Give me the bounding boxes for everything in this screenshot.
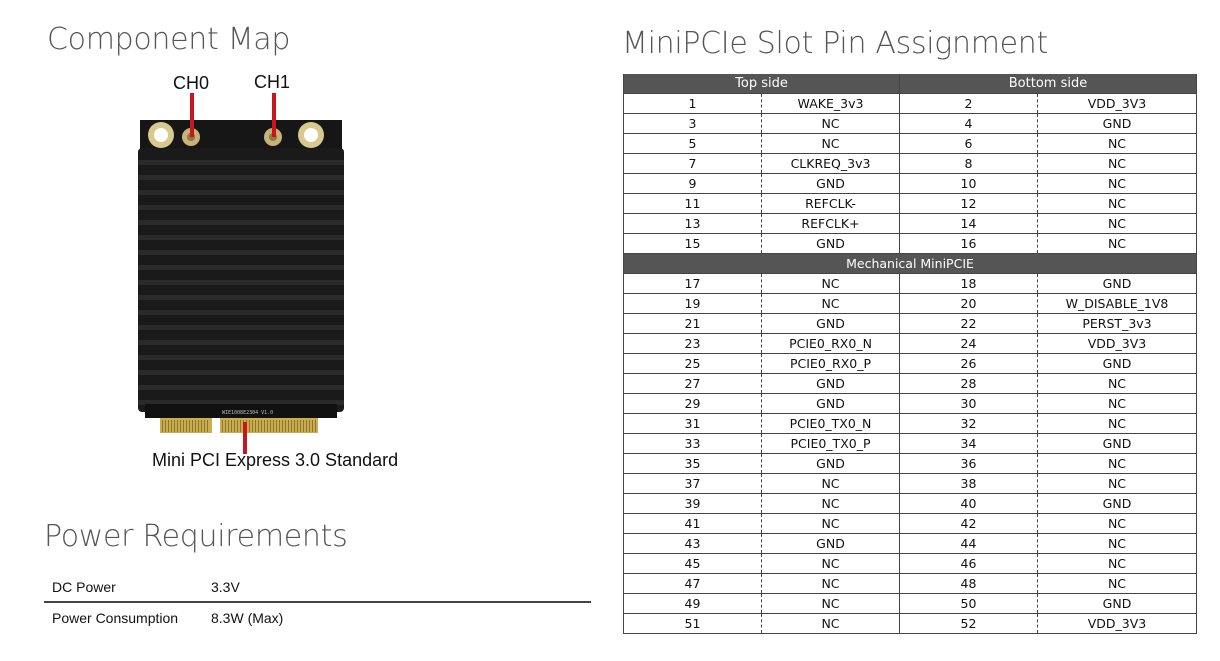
pin-number: 10 bbox=[900, 174, 1038, 194]
gold-finger-contact bbox=[282, 420, 283, 432]
pin-number: 16 bbox=[900, 234, 1038, 254]
gold-finger-contact bbox=[288, 420, 289, 432]
gold-finger-contact bbox=[285, 420, 286, 432]
pin-number: 14 bbox=[900, 214, 1038, 234]
pin-number: 36 bbox=[900, 454, 1038, 474]
gold-finger-contact bbox=[291, 420, 292, 432]
signal-name: NC bbox=[1038, 414, 1197, 434]
table-row bbox=[624, 534, 1197, 554]
pin-number: 37 bbox=[624, 474, 762, 494]
table-row bbox=[624, 334, 1197, 354]
pin-number: 1 bbox=[624, 94, 762, 114]
signal-name: GND bbox=[762, 534, 900, 554]
signal-name: NC bbox=[1038, 574, 1197, 594]
signal-name: PCIE0_RX0_P bbox=[762, 354, 900, 374]
table-row bbox=[624, 234, 1197, 254]
gold-finger-contact bbox=[267, 420, 268, 432]
pin-number: 34 bbox=[900, 434, 1038, 454]
signal-name: NC bbox=[762, 134, 900, 154]
pin-number: 24 bbox=[900, 334, 1038, 354]
signal-name: GND bbox=[1038, 274, 1197, 294]
signal-name: CLKREQ_3v3 bbox=[762, 154, 900, 174]
table-row bbox=[624, 454, 1197, 474]
signal-name: NC bbox=[762, 494, 900, 514]
signal-name: GND bbox=[1038, 594, 1197, 614]
signal-name: NC bbox=[1038, 234, 1197, 254]
signal-name: NC bbox=[762, 274, 900, 294]
gold-finger-contact bbox=[309, 420, 310, 432]
pin-number: 40 bbox=[900, 494, 1038, 514]
pin-number: 38 bbox=[900, 474, 1038, 494]
bottom-side-header: Bottom side bbox=[900, 74, 1197, 94]
gold-finger-contact bbox=[300, 420, 301, 432]
gold-finger-contact bbox=[273, 420, 274, 432]
gold-finger-contact bbox=[279, 420, 280, 432]
heatsink-fin bbox=[138, 340, 344, 345]
signal-name: GND bbox=[762, 234, 900, 254]
pin-number: 50 bbox=[900, 594, 1038, 614]
power-consumption-value: 8.3W (Max) bbox=[211, 610, 284, 626]
heatsink-fin bbox=[138, 355, 344, 360]
signal-name: NC bbox=[762, 554, 900, 574]
pin-number: 48 bbox=[900, 574, 1038, 594]
signal-name: NC bbox=[1038, 134, 1197, 154]
gold-finger-contact bbox=[240, 420, 241, 432]
table-row bbox=[624, 314, 1197, 334]
gold-finger-contact bbox=[207, 420, 208, 432]
pin-number: 8 bbox=[900, 154, 1038, 174]
pin-number: 47 bbox=[624, 574, 762, 594]
top-side-header: Top side bbox=[624, 74, 900, 94]
dc-power-label: DC Power bbox=[52, 579, 116, 595]
signal-name: NC bbox=[1038, 394, 1197, 414]
ch0-pointer bbox=[190, 93, 194, 137]
signal-name: PCIE0_TX0_P bbox=[762, 434, 900, 454]
pin-number: 23 bbox=[624, 334, 762, 354]
table-row bbox=[624, 414, 1197, 434]
pin-number: 25 bbox=[624, 354, 762, 374]
gold-finger-contact bbox=[306, 420, 307, 432]
gold-finger-contact bbox=[315, 420, 316, 432]
signal-name: NC bbox=[1038, 534, 1197, 554]
pin-assignment-table bbox=[623, 74, 1197, 634]
pin-number: 29 bbox=[624, 394, 762, 414]
gold-finger-contact bbox=[171, 420, 172, 432]
table-row bbox=[624, 554, 1197, 574]
signal-name: NC bbox=[1038, 514, 1197, 534]
power-consumption-label: Power Consumption bbox=[52, 610, 179, 626]
signal-name: GND bbox=[762, 454, 900, 474]
signal-name: VDD_3V3 bbox=[1038, 334, 1197, 354]
table-row bbox=[624, 214, 1197, 234]
dc-power-value: 3.3V bbox=[211, 579, 240, 595]
pin-number: 12 bbox=[900, 194, 1038, 214]
gold-finger-contact bbox=[294, 420, 295, 432]
pin-number: 22 bbox=[900, 314, 1038, 334]
signal-name: NC bbox=[1038, 214, 1197, 234]
signal-name: WAKE_3v3 bbox=[762, 94, 900, 114]
heatsink-fin bbox=[138, 370, 344, 375]
signal-name: GND bbox=[1038, 354, 1197, 374]
table-row bbox=[624, 394, 1197, 414]
gold-finger-contact bbox=[264, 420, 265, 432]
pin-number: 19 bbox=[624, 294, 762, 314]
signal-name: NC bbox=[1038, 374, 1197, 394]
pin-number: 2 bbox=[900, 94, 1038, 114]
gold-finger-contact bbox=[180, 420, 181, 432]
pin-number: 9 bbox=[624, 174, 762, 194]
signal-name: W_DISABLE_1V8 bbox=[1038, 294, 1197, 314]
gold-finger-contact bbox=[249, 420, 250, 432]
table-row bbox=[624, 294, 1197, 314]
signal-name: NC bbox=[762, 614, 900, 634]
gold-finger-contact bbox=[252, 420, 253, 432]
table-row bbox=[624, 614, 1197, 634]
heatsink-fin bbox=[138, 280, 344, 285]
pin-number: 43 bbox=[624, 534, 762, 554]
pin-number: 21 bbox=[624, 314, 762, 334]
heatsink-fin bbox=[138, 235, 344, 240]
gold-finger-contact bbox=[162, 420, 163, 432]
heatsink-fin bbox=[138, 325, 344, 330]
pin-number: 46 bbox=[900, 554, 1038, 574]
gold-finger-contact bbox=[225, 420, 226, 432]
heatsink-fin bbox=[138, 310, 344, 315]
gold-finger-contact bbox=[231, 420, 232, 432]
gold-finger-contact bbox=[174, 420, 175, 432]
table-row bbox=[624, 154, 1197, 174]
pin-number: 52 bbox=[900, 614, 1038, 634]
pcb-marking: WIE1008E2304 V1.0 bbox=[222, 410, 274, 416]
power-divider bbox=[44, 601, 591, 603]
heatsink-fin bbox=[138, 190, 344, 195]
signal-name: NC bbox=[1038, 154, 1197, 174]
table-row bbox=[624, 494, 1197, 514]
heatsink-fin bbox=[138, 160, 344, 165]
pin-assignment-title: MiniPCIe Slot Pin Assignment bbox=[622, 26, 1048, 61]
gold-finger-contact bbox=[303, 420, 304, 432]
pin-number: 7 bbox=[624, 154, 762, 174]
gold-finger-contact bbox=[186, 420, 187, 432]
signal-name: NC bbox=[1038, 474, 1197, 494]
pin-number: 6 bbox=[900, 134, 1038, 154]
gold-finger-contact bbox=[276, 420, 277, 432]
ch1-label: CH1 bbox=[254, 72, 291, 92]
signal-name: REFCLK+ bbox=[762, 214, 900, 234]
gold-finger-contact bbox=[198, 420, 199, 432]
heatsink-fin bbox=[138, 295, 344, 300]
mechanical-section-label: Mechanical MiniPCIE bbox=[624, 254, 1197, 274]
heatsink-fin bbox=[138, 250, 344, 255]
gold-finger-contact bbox=[234, 420, 235, 432]
signal-name: PERST_3v3 bbox=[1038, 314, 1197, 334]
pin-number: 49 bbox=[624, 594, 762, 614]
signal-name: GND bbox=[762, 174, 900, 194]
table-row bbox=[624, 594, 1197, 614]
signal-name: NC bbox=[762, 574, 900, 594]
table-row bbox=[624, 474, 1197, 494]
heatsink-fin bbox=[138, 220, 344, 225]
gold-finger-contact bbox=[195, 420, 196, 432]
table-header-row bbox=[624, 74, 1197, 94]
table-row bbox=[624, 374, 1197, 394]
signal-name: NC bbox=[1038, 454, 1197, 474]
signal-name: GND bbox=[762, 374, 900, 394]
power-requirements-title: Power Requirements bbox=[44, 519, 348, 554]
gold-finger-contact bbox=[165, 420, 166, 432]
pin-number: 15 bbox=[624, 234, 762, 254]
pin-number: 28 bbox=[900, 374, 1038, 394]
pin-number: 18 bbox=[900, 274, 1038, 294]
pin-number: 41 bbox=[624, 514, 762, 534]
pin-number: 35 bbox=[624, 454, 762, 474]
table-row bbox=[624, 134, 1197, 154]
signal-name: PCIE0_RX0_N bbox=[762, 334, 900, 354]
signal-name: GND bbox=[762, 314, 900, 334]
table-row bbox=[624, 194, 1197, 214]
pin-number: 44 bbox=[900, 534, 1038, 554]
pin-number: 5 bbox=[624, 134, 762, 154]
gold-finger-contact bbox=[177, 420, 178, 432]
table-row bbox=[624, 114, 1197, 134]
gold-finger-contact bbox=[183, 420, 184, 432]
pin-number: 26 bbox=[900, 354, 1038, 374]
gold-finger-contact bbox=[258, 420, 259, 432]
signal-name: NC bbox=[1038, 174, 1197, 194]
table-row bbox=[624, 94, 1197, 114]
signal-name: NC bbox=[762, 294, 900, 314]
table-row bbox=[624, 174, 1197, 194]
pin-number: 39 bbox=[624, 494, 762, 514]
pin-number: 20 bbox=[900, 294, 1038, 314]
pin-number: 31 bbox=[624, 414, 762, 434]
pin-number: 42 bbox=[900, 514, 1038, 534]
signal-name: REFCLK- bbox=[762, 194, 900, 214]
signal-name: PCIE0_TX0_N bbox=[762, 414, 900, 434]
pin-number: 11 bbox=[624, 194, 762, 214]
heatsink-fin bbox=[138, 175, 344, 180]
gold-finger-contact bbox=[297, 420, 298, 432]
gold-finger-contact bbox=[201, 420, 202, 432]
gold-finger-contact bbox=[261, 420, 262, 432]
pin-number: 45 bbox=[624, 554, 762, 574]
pin-number: 27 bbox=[624, 374, 762, 394]
signal-name: GND bbox=[1038, 494, 1197, 514]
signal-name: NC bbox=[762, 594, 900, 614]
standard-label: Mini PCI Express 3.0 Standard bbox=[152, 450, 399, 470]
table-row bbox=[624, 574, 1197, 594]
pin-number: 13 bbox=[624, 214, 762, 234]
table-row bbox=[624, 274, 1197, 294]
component-map-title: Component Map bbox=[47, 22, 291, 57]
signal-name: NC bbox=[762, 114, 900, 134]
signal-name: VDD_3V3 bbox=[1038, 614, 1197, 634]
signal-name: GND bbox=[762, 394, 900, 414]
section-row bbox=[624, 254, 1197, 274]
signal-name: NC bbox=[1038, 194, 1197, 214]
gold-finger-contact bbox=[192, 420, 193, 432]
minipcie-module-image bbox=[0, 0, 600, 480]
pin-number: 30 bbox=[900, 394, 1038, 414]
table-row bbox=[624, 434, 1197, 454]
signal-name: VDD_3V3 bbox=[1038, 94, 1197, 114]
gold-finger-contact bbox=[237, 420, 238, 432]
pin-number: 51 bbox=[624, 614, 762, 634]
heatsink-fin bbox=[138, 265, 344, 270]
gold-finger-contact bbox=[228, 420, 229, 432]
pin-number: 33 bbox=[624, 434, 762, 454]
gold-finger-contact bbox=[189, 420, 190, 432]
gold-finger-contact bbox=[255, 420, 256, 432]
pin-number: 3 bbox=[624, 114, 762, 134]
signal-name: GND bbox=[1038, 114, 1197, 134]
gold-finger-contact bbox=[312, 420, 313, 432]
ch1-pointer bbox=[272, 93, 276, 137]
heatsink-fin bbox=[138, 385, 344, 390]
signal-name: NC bbox=[762, 514, 900, 534]
table-row bbox=[624, 354, 1197, 374]
gold-finger-contact bbox=[270, 420, 271, 432]
ch0-label: CH0 bbox=[173, 73, 210, 93]
signal-name: NC bbox=[762, 474, 900, 494]
gold-finger-contact bbox=[204, 420, 205, 432]
pin-number: 32 bbox=[900, 414, 1038, 434]
gold-finger-contact bbox=[168, 420, 169, 432]
signal-name: NC bbox=[1038, 554, 1197, 574]
gold-finger-contact bbox=[222, 420, 223, 432]
pin-number: 4 bbox=[900, 114, 1038, 134]
pin-number: 17 bbox=[624, 274, 762, 294]
heatsink-fin bbox=[138, 205, 344, 210]
table-row bbox=[624, 514, 1197, 534]
signal-name: GND bbox=[1038, 434, 1197, 454]
